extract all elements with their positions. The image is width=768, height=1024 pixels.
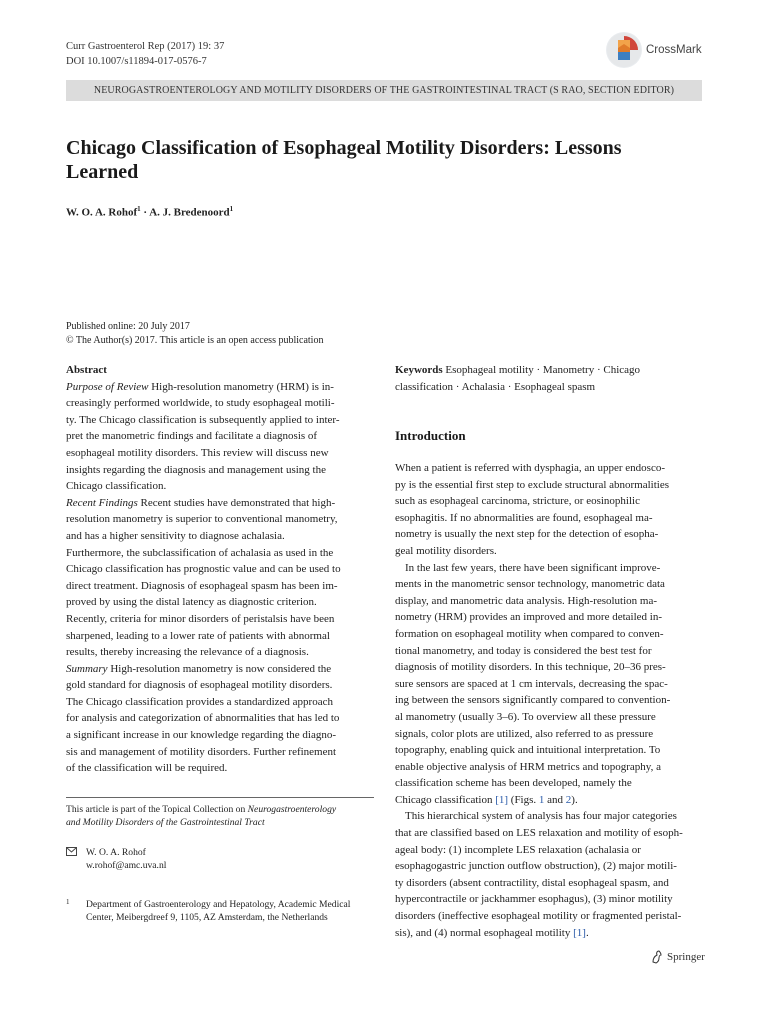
text-line: gold standard for diagnosis of esophageal motility disorders.	[66, 679, 333, 692]
text-line: tional manometry, and today is considered the best test for	[395, 644, 652, 657]
text-line: resolution manometry is superior to conventional manometry,	[66, 513, 338, 526]
title-line: Learned	[66, 161, 139, 183]
keywords-label: Keywords	[395, 364, 443, 376]
text-line: topography, enabling quick and intuitional interpretation. To	[395, 744, 661, 757]
text-line: py is the essential first step to exclude structural abnormalities	[395, 478, 670, 491]
intro-line: sis), and (4) normal esophageal motility [1].	[395, 926, 589, 939]
crossmark-badge[interactable]	[606, 30, 726, 70]
intro-paragraph	[395, 460, 703, 560]
text-line: Recently, criteria for minor disorders of peristalsis have been	[66, 612, 335, 625]
affiliation: Department of Gastroenterology and Hepatology, Academic Medical Center, Meibergdreef 9, 1105, AZ Amsterdam, the Netherlands	[86, 899, 351, 923]
text-line: pret the manometric findings and facilitate a diagnosis of	[66, 430, 318, 443]
text-line: esophageal motility disorders. This review will discuss new	[66, 446, 329, 459]
abstract-section-label: Recent Findings	[66, 496, 138, 509]
text-line: and has a higher sensitivity to diagnose achalasia.	[66, 529, 285, 542]
text-line: such as esophageal carcinoma, stricture, or eosinophilic	[395, 495, 640, 508]
text-line: formation on esophageal motility when compared to conven-	[395, 627, 664, 640]
text-line: ments in the manometric sensor technology, manometric data	[395, 578, 665, 591]
text-line: hypercontractile or jackhammer esophagus), (3) minor motility	[395, 893, 673, 906]
article-title	[66, 136, 702, 184]
author-separator: ·	[143, 206, 148, 219]
text-line: direct treatment. Diagnosis of esophageal spasm has been im-	[66, 579, 338, 592]
keywords	[395, 362, 703, 395]
reference-link[interactable]: [1]	[495, 793, 509, 806]
text-line: insights regarding the diagnosis and management using the	[66, 463, 326, 476]
text-line: ing between the sensors significantly compared to convention-	[395, 694, 671, 707]
text-line: diagnosis of motility disorders. In this technique, 20–36 pres-	[395, 661, 666, 674]
affiliation-marker: 1	[229, 205, 234, 213]
text-line: nometry is usually the next step for the detection of esopha-	[395, 528, 659, 541]
text-line: geal motility disorders.	[395, 544, 497, 557]
text-line: Recent Findings Recent studies have demonstrated that high-	[66, 496, 336, 509]
text-line: ageal body: (1) incomplete LES relaxation (achalasia or	[395, 843, 641, 856]
text-line: Chicago classification has prognostic value and can be used to	[66, 563, 341, 576]
text-line: The Chicago classification provides a standardized approach	[66, 695, 333, 708]
text-line: sure sensors are spaced at 1 cm intervals, decreasing the spac-	[395, 677, 668, 690]
author-name[interactable]: A. J. Bredenoord	[149, 206, 230, 219]
text-line: Summary High-resolution manometry is now considered the	[66, 662, 332, 675]
abstract-section-label: Summary	[66, 662, 108, 675]
text-line: creasingly performed worldwide, to study esophageal motili-	[66, 397, 335, 410]
introduction-body	[395, 460, 703, 941]
introduction-heading: Introduction	[395, 428, 466, 443]
text-line: Chicago classification.	[66, 480, 167, 493]
abstract-findings	[66, 495, 374, 661]
author-list	[66, 205, 233, 219]
text-line: In the last few years, there have been significant improve-	[405, 561, 661, 574]
text-line: signals, color plots are utilized, also referred to as pressure	[395, 727, 654, 740]
copyright-notice: © The Author(s) 2017. This article is an open access publication	[66, 335, 324, 346]
text-line: results, thereby increasing the relevance of a diagnosis.	[66, 646, 309, 659]
abstract-summary	[66, 661, 374, 777]
corresponding-author	[86, 846, 166, 872]
corresponding-email[interactable]: w.rohof@amc.uva.nl	[86, 860, 167, 871]
text-line: display, and manometric data analysis. High-resolution ma-	[395, 594, 657, 607]
intro-line: Chicago classification [1] (Figs. 1 and 2).	[395, 793, 578, 806]
corresponding-name: W. O. A. Rohof	[86, 847, 146, 858]
section-banner: NEUROGASTROENTEROLOGY AND MOTILITY DISORDERS OF THE GASTROINTESTINAL TRACT (S RAO, SECTION EDITOR)	[66, 80, 702, 101]
topical-collection-note: This article is part of the Topical Collection on Neurogastroenterology and Motility Disorders of the Gastrointestinal Tract	[66, 804, 337, 828]
text-line: al manometry (usually 3–6). To overview all these pressure	[395, 710, 656, 723]
text-line: nometry (HRM) provides an improved and more detailed in-	[395, 611, 662, 624]
text-line: Furthermore, the subclassification of achalasia as used in the	[66, 546, 334, 559]
abstract-heading: Abstract	[66, 364, 107, 376]
journal-citation: Curr Gastroenterol Rep (2017) 19: 37	[66, 41, 225, 52]
crossmark-icon	[606, 32, 642, 68]
text-line: Purpose of Review High-resolution manometry (HRM) is in-	[66, 380, 334, 393]
affiliation-marker: 1	[137, 205, 141, 213]
text-line: ty disorders (absent contractility, distal esophageal spasm, and	[395, 876, 669, 889]
intro-paragraph	[395, 808, 703, 924]
text-line: for analysis and categorization of abnormalities that has led to	[66, 712, 340, 725]
footnote-divider	[66, 797, 374, 798]
author-name[interactable]: W. O. A. Rohof	[66, 206, 138, 219]
figure-link[interactable]: 2	[565, 793, 572, 806]
reference-link[interactable]: [1]	[573, 926, 586, 939]
affiliation-number: 1	[66, 898, 70, 906]
text-line: sharpened, leading to a lower rate of patients with abnormal	[66, 629, 330, 642]
keywords-line: Esophageal motility · Manometry · Chicago	[445, 364, 641, 376]
text-line: enable objective analysis of HRM metrics and topography, a	[395, 760, 661, 773]
text-line: esophagogastric junction outflow obstruction), (2) major motili-	[395, 860, 677, 873]
text-line: a significant increase in our knowledge regarding the diagno-	[66, 729, 337, 742]
text-line: proved by using the distal latency as diagnostic criterion.	[66, 596, 317, 609]
text-line: that are classified based on LES relaxation and motility of esoph-	[395, 827, 683, 840]
text-line: disorders (ineffective esophageal motility or fragmented peristal-	[395, 910, 682, 923]
text-line: This hierarchical system of analysis has four major categories	[405, 810, 677, 823]
published-date: Published online: 20 July 2017	[66, 321, 190, 332]
text-line: of the classification will be required.	[66, 762, 228, 775]
abstract-section-label: Purpose of Review	[66, 380, 149, 393]
figure-link[interactable]: 1	[538, 793, 545, 806]
title-line: Chicago Classification of Esophageal Motility Disorders: Lessons	[66, 137, 622, 159]
envelope-icon	[66, 847, 77, 860]
abstract	[66, 362, 374, 777]
text-line: classification scheme has been developed, namely the	[395, 777, 632, 790]
springer-horse-icon	[650, 950, 664, 964]
keywords-line: classification · Achalasia · Esophageal spasm	[395, 380, 596, 393]
text-line: esophagitis. If no abnormalities are found, esophageal ma-	[395, 511, 653, 524]
crossmark-label: CrossMark	[646, 44, 702, 56]
text-line: ty. The Chicago classification is subsequently applied to inter-	[66, 413, 340, 426]
publisher-logo	[650, 950, 705, 964]
intro-paragraph	[395, 560, 703, 792]
doi[interactable]: DOI 10.1007/s11894-017-0576-7	[66, 56, 207, 67]
text-line: When a patient is referred with dysphagia, an upper endosco-	[395, 462, 666, 474]
publisher-name: Springer	[667, 951, 705, 963]
text-line: sis and management of motility disorders. Further refinement	[66, 745, 337, 758]
abstract-purpose	[66, 379, 374, 495]
